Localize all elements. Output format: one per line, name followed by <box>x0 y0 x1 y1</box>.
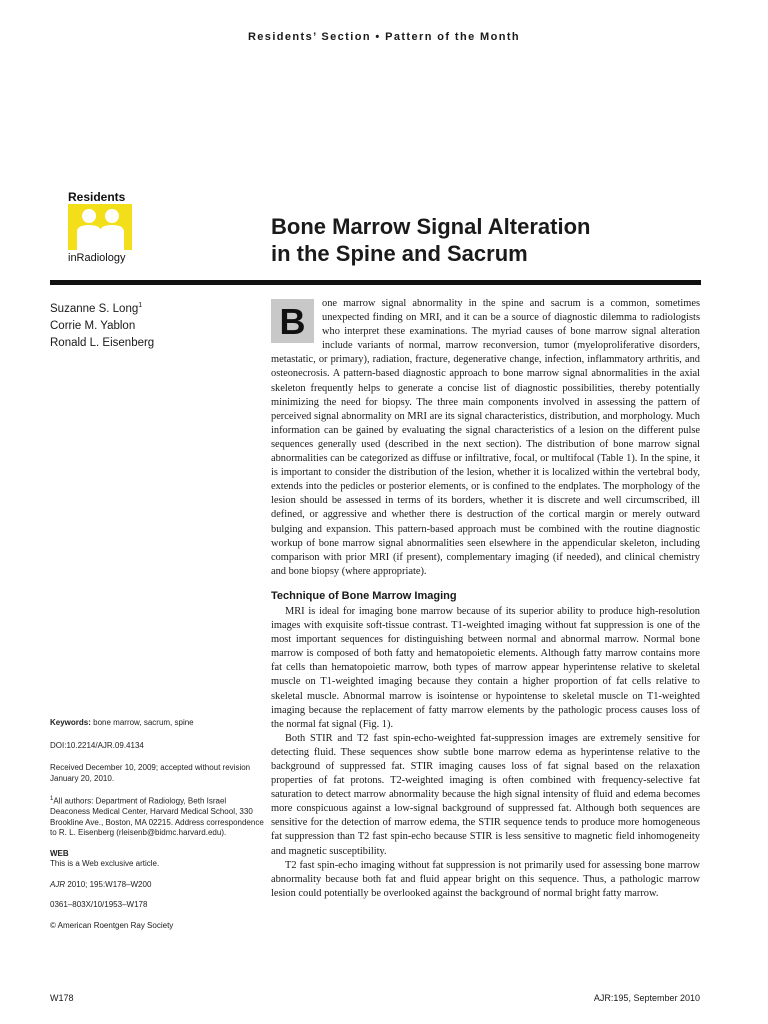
body-paragraph: MRI is ideal for imaging bone marrow because of its superior ability to produce high-resolution images with exquisite soft-tissue contrast. T1-weighted imaging without fat suppression is one of the most important sequences for distinguishing between normal and abnormal marrow. Normal bone marrow is composed of both fatty and hematopoietic elements. Although fatty marrow contains more fat cells than hematopoietic marrow, both types of marrow appear hyperintense relative to skeletal muscle on T1-weighted imaging because they contain a higher proportion of fat cells relative to skeletal muscle. Abnormal marrow is isointense or hypointense to skeletal muscle on T1-weighted imaging because the replacement of fatty marrow elements by the pathologic process causes loss of the normal fat signal (Fig. 1). <box>271 605 700 730</box>
residents-in-radiology-logo <box>68 190 132 264</box>
article-body <box>271 297 700 901</box>
keywords: Keywords: bone marrow, sacrum, spine <box>50 718 194 727</box>
intro-paragraph: B one marrow signal abnormality in the spine and sacrum is a common, sometimes unexpected finding on MRI, and it can be a source of diagnostic dilemma to radiologists who interpret these examinations. The myriad causes of bone marrow signal alteration include variants of normal, marrow reconversion, tumor (myeloproliferative disorders, metastatic, or primary), radiation, fracture, degenerative change, infection, inflammatory arthritis, and osteonecrosis. A pattern-based diagnostic approach to bone marrow signal abnormalities in the axial skeleton frequently helps to generate a concise list of diagnostic possibilities, thereby potentially minimizing the need for biopsy. The three main components involved in assessing the pattern of perceived signal abnormality on MRI are its signal characteristics, distribution, and morphology. Much information can be gained by evaluating the signal characteristics of a lesion on the different pulse sequences generally used (described in the next section). The distribution of bone marrow signal abnormalities can be categorized as diffuse or infiltrative, focal, or multifocal (Table 1). In the spine, it is important to consider the distribution of the lesion, whether it is localized within the vertebral body, extends into the pedicles or posterior elements, or is confined to the endplates. The morphology of the lesion should be assessed in terms of its borders, whether it is discrete and well circumscribed, ill defined, or aggressive and whether there is destruction of the cortical margin or merely outward bulging and expansion. This pattern-based approach must be combined with the routine diagnostic workup of bone marrow signal abnormalities seen elsewhere in the appendicular skeleton, including comparison with prior MRI (if present), complementary imaging (if needed), and clinical chemistry and bone biopsy (where appropriate). <box>271 298 700 577</box>
body-paragraph: T2 fast spin-echo imaging without fat suppression is not primarily used for assessing bone marrow abnormality because both fat and fluid appear bright on this sequence. Thus, a pathologic marrow lesion could potentially be overlooked against the background of normal bright fatty marrow. <box>271 859 700 899</box>
page-number: W178 <box>50 993 74 1003</box>
author: Ronald L. Eisenberg <box>50 336 155 349</box>
drop-cap: B <box>271 299 314 343</box>
doi: DOI:10.2214/AJR.09.4134 <box>50 740 144 750</box>
issn: 0361–803X/10/1953–W178 <box>50 900 148 910</box>
received-date: Received December 10, 2009; accepted without revision January 20, 2010. <box>50 763 251 783</box>
title-line-2: in the Spine and Sacrum <box>271 241 528 266</box>
running-header: Residents’ Section • Pattern of the Month <box>247 31 521 43</box>
web-text: This is a Web exclusive article. <box>50 859 160 869</box>
people-icon <box>68 204 132 250</box>
body-paragraph: Both STIR and T2 fast spin-echo-weighted fat-suppression images are extremely sensitive for detecting fluid. These sequences show subtle bone marrow edema as hyperintense relative to the background of suppressed fat. STIR imaging causes loss of fat signal based on the relaxation properties of fat protons. T2-weighted imaging is often combined with frequency-selective fat saturation to detect marrow abnormality because the high signal intensity of fluid and edema becomes more conspicuous against a low-signal background of suppressed fat. Although both sequences are sensitive for the detection of marrow edema, the STIR sequence tends to produce more homogeneous fat suppression than T2 fast spin-echo because STIR is less sensitive to magnetic field inhomogeneity and magnetic susceptibility. <box>271 732 700 857</box>
web-label: WEB <box>50 848 69 858</box>
journal-issue: AJR:195, September 2010 <box>593 993 700 1003</box>
logo-bottom-label: inRadiology <box>68 252 126 264</box>
affiliation: $^1$All authors: Department of Radiology, Beth Israel Deaconess Medical Center, Harvard Medical School, 330 Brookline Ave., Boston, MA 02215. Address correspondence to R. L. Eisenberg (rleisenb@bidmc.harvard.edu). <box>50 796 264 838</box>
article-title <box>271 213 590 267</box>
copyright: © American Roentgen Ray Society <box>50 920 174 930</box>
title-line-1: Bone Marrow Signal Alteration <box>271 214 591 239</box>
title-rule <box>50 280 701 285</box>
author: Corrie M. Yablon <box>50 319 136 332</box>
logo-top-label: Residents <box>68 190 126 204</box>
article-metadata <box>50 718 265 931</box>
section-heading: Technique of Bone Marrow Imaging <box>271 589 457 602</box>
citation: AJR 2010; 195:W178–W200 <box>50 879 152 889</box>
logo-figures-icon <box>68 204 132 250</box>
author: Suzanne S. Long$^1$ <box>50 302 143 315</box>
author-list <box>50 297 154 352</box>
